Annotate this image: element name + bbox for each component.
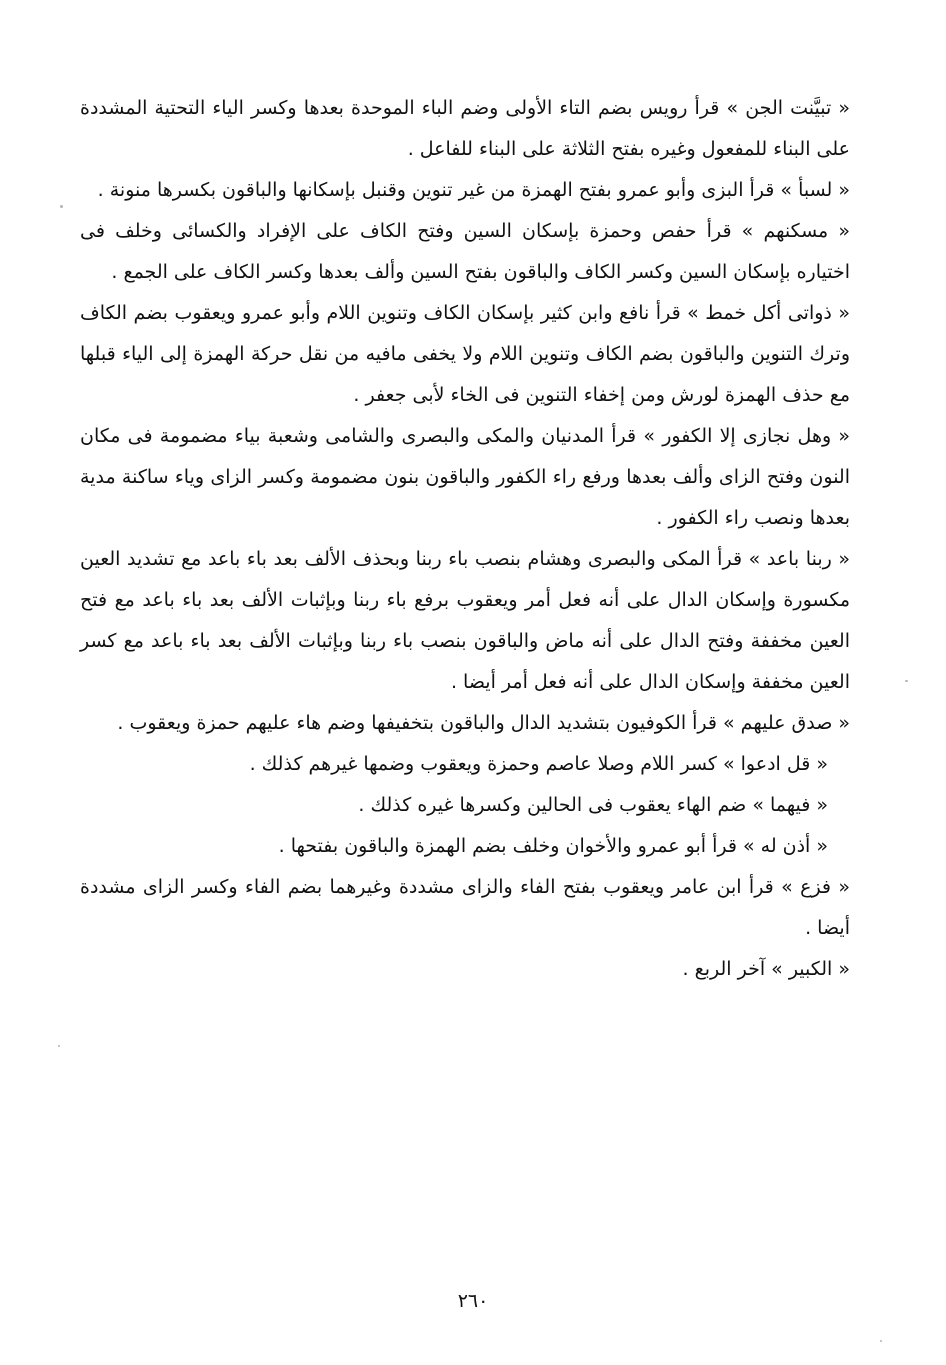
scan-speck — [880, 1340, 882, 1342]
paragraph-al-kabir: « الكبير » آخر الربع . — [682, 958, 850, 980]
paragraph-hal-nujazi: « وهل نجازى إلا الكفور » قرأ المدنيان والمكى والبصرى والشامى وشعبة بياء مضمومة فى مكان النون وفتح الزاى وألف بعدها ورفع راء الكفور والباقون بنون مضمومة وكسر الزاى وياء ساكنة مدية بعدها ونصب راء الكفور . — [80, 425, 850, 529]
paragraph-rabbana-baid: « ربنا باعد » قرأ المكى والبصرى وهشام بنصب باء ربنا وبحذف الألف بعد باء باعد مع تشديد العين مكسورة وإسكان الدال على أنه فعل أمر ويعقوب برفع باء ربنا وبإثبات الألف بعد باء باعد مع فتح العين مخففة وفتح الدال على أنه ماض والباقون بنصب باء ربنا وبإثبات الألف بعد باء باعد مع كسر العين مخففة وإسكان الدال على أنه فعل أمر أيضا . — [80, 548, 850, 693]
paragraph-saddaqa: « صدق عليهم » قرأ الكوفيون بتشديد الدال والباقون بتخفيفها وضم هاء عليهم حمزة ويعقوب . — [117, 712, 850, 734]
body-text — [80, 88, 850, 990]
paragraph-fuzzia: « فزع » قرأ ابن عامر ويعقوب بفتح الفاء والزاى مشددة وغيرهما بضم الفاء وكسر الزاى مشددة أيضا . — [80, 876, 850, 939]
paragraph-dhawatay-ukul: « ذواتى أكل خمط » قرأ نافع وابن كثير بإسكان الكاف وتنوين اللام وأبو عمرو ويعقوب بضم الكاف وترك التنوين والباقون بضم الكاف وتنوين اللام ولا يخفى مافيه من نقل حركة الهمزة إلى الياء قبلها مع حذف الهمزة لورش ومن إخفاء التنوين فى الخاء لأبى جعفر . — [80, 302, 850, 406]
paragraph-qul-udu: « قل ادعوا » كسر اللام وصلا عاصم وحمزة ويعقوب وضمها غيرهم كذلك . — [249, 753, 828, 775]
scan-speck — [58, 1045, 60, 1047]
page-number: ٢٦٠ — [457, 1290, 489, 1312]
paragraph-maskanihim: « مسكنهم » قرأ حفص وحمزة بإسكان السين وفتح الكاف على الإفراد والكسائى وخلف فى اختياره بإسكان السين وكسر الكاف والباقون بفتح السين وألف بعدها وكسر الكاف على الجمع . — [80, 220, 850, 283]
scan-speck — [905, 680, 908, 682]
scan-speck — [60, 205, 63, 208]
paragraph-tabayyanat: « تبيَّنت الجن » قرأ رويس بضم التاء الأولى وضم الباء الموحدة بعدها وكسر الياء التحتية المشددة على البناء للمفعول وغيره بفتح الثلاثة على البناء للفاعل . — [80, 97, 850, 160]
paragraph-fihima: « فيهما » ضم الهاء يعقوب فى الحالين وكسرها غيره كذلك . — [358, 794, 828, 816]
paragraph-adhina-lahu: « أذن له » قرأ أبو عمرو والأخوان وخلف بضم الهمزة والباقون بفتحها . — [278, 835, 828, 857]
paragraph-saba: « لسبأ » قرأ البزى وأبو عمرو بفتح الهمزة من غير تنوين وقنبل بإسكانها والباقون بكسرها منونة . — [97, 179, 850, 201]
